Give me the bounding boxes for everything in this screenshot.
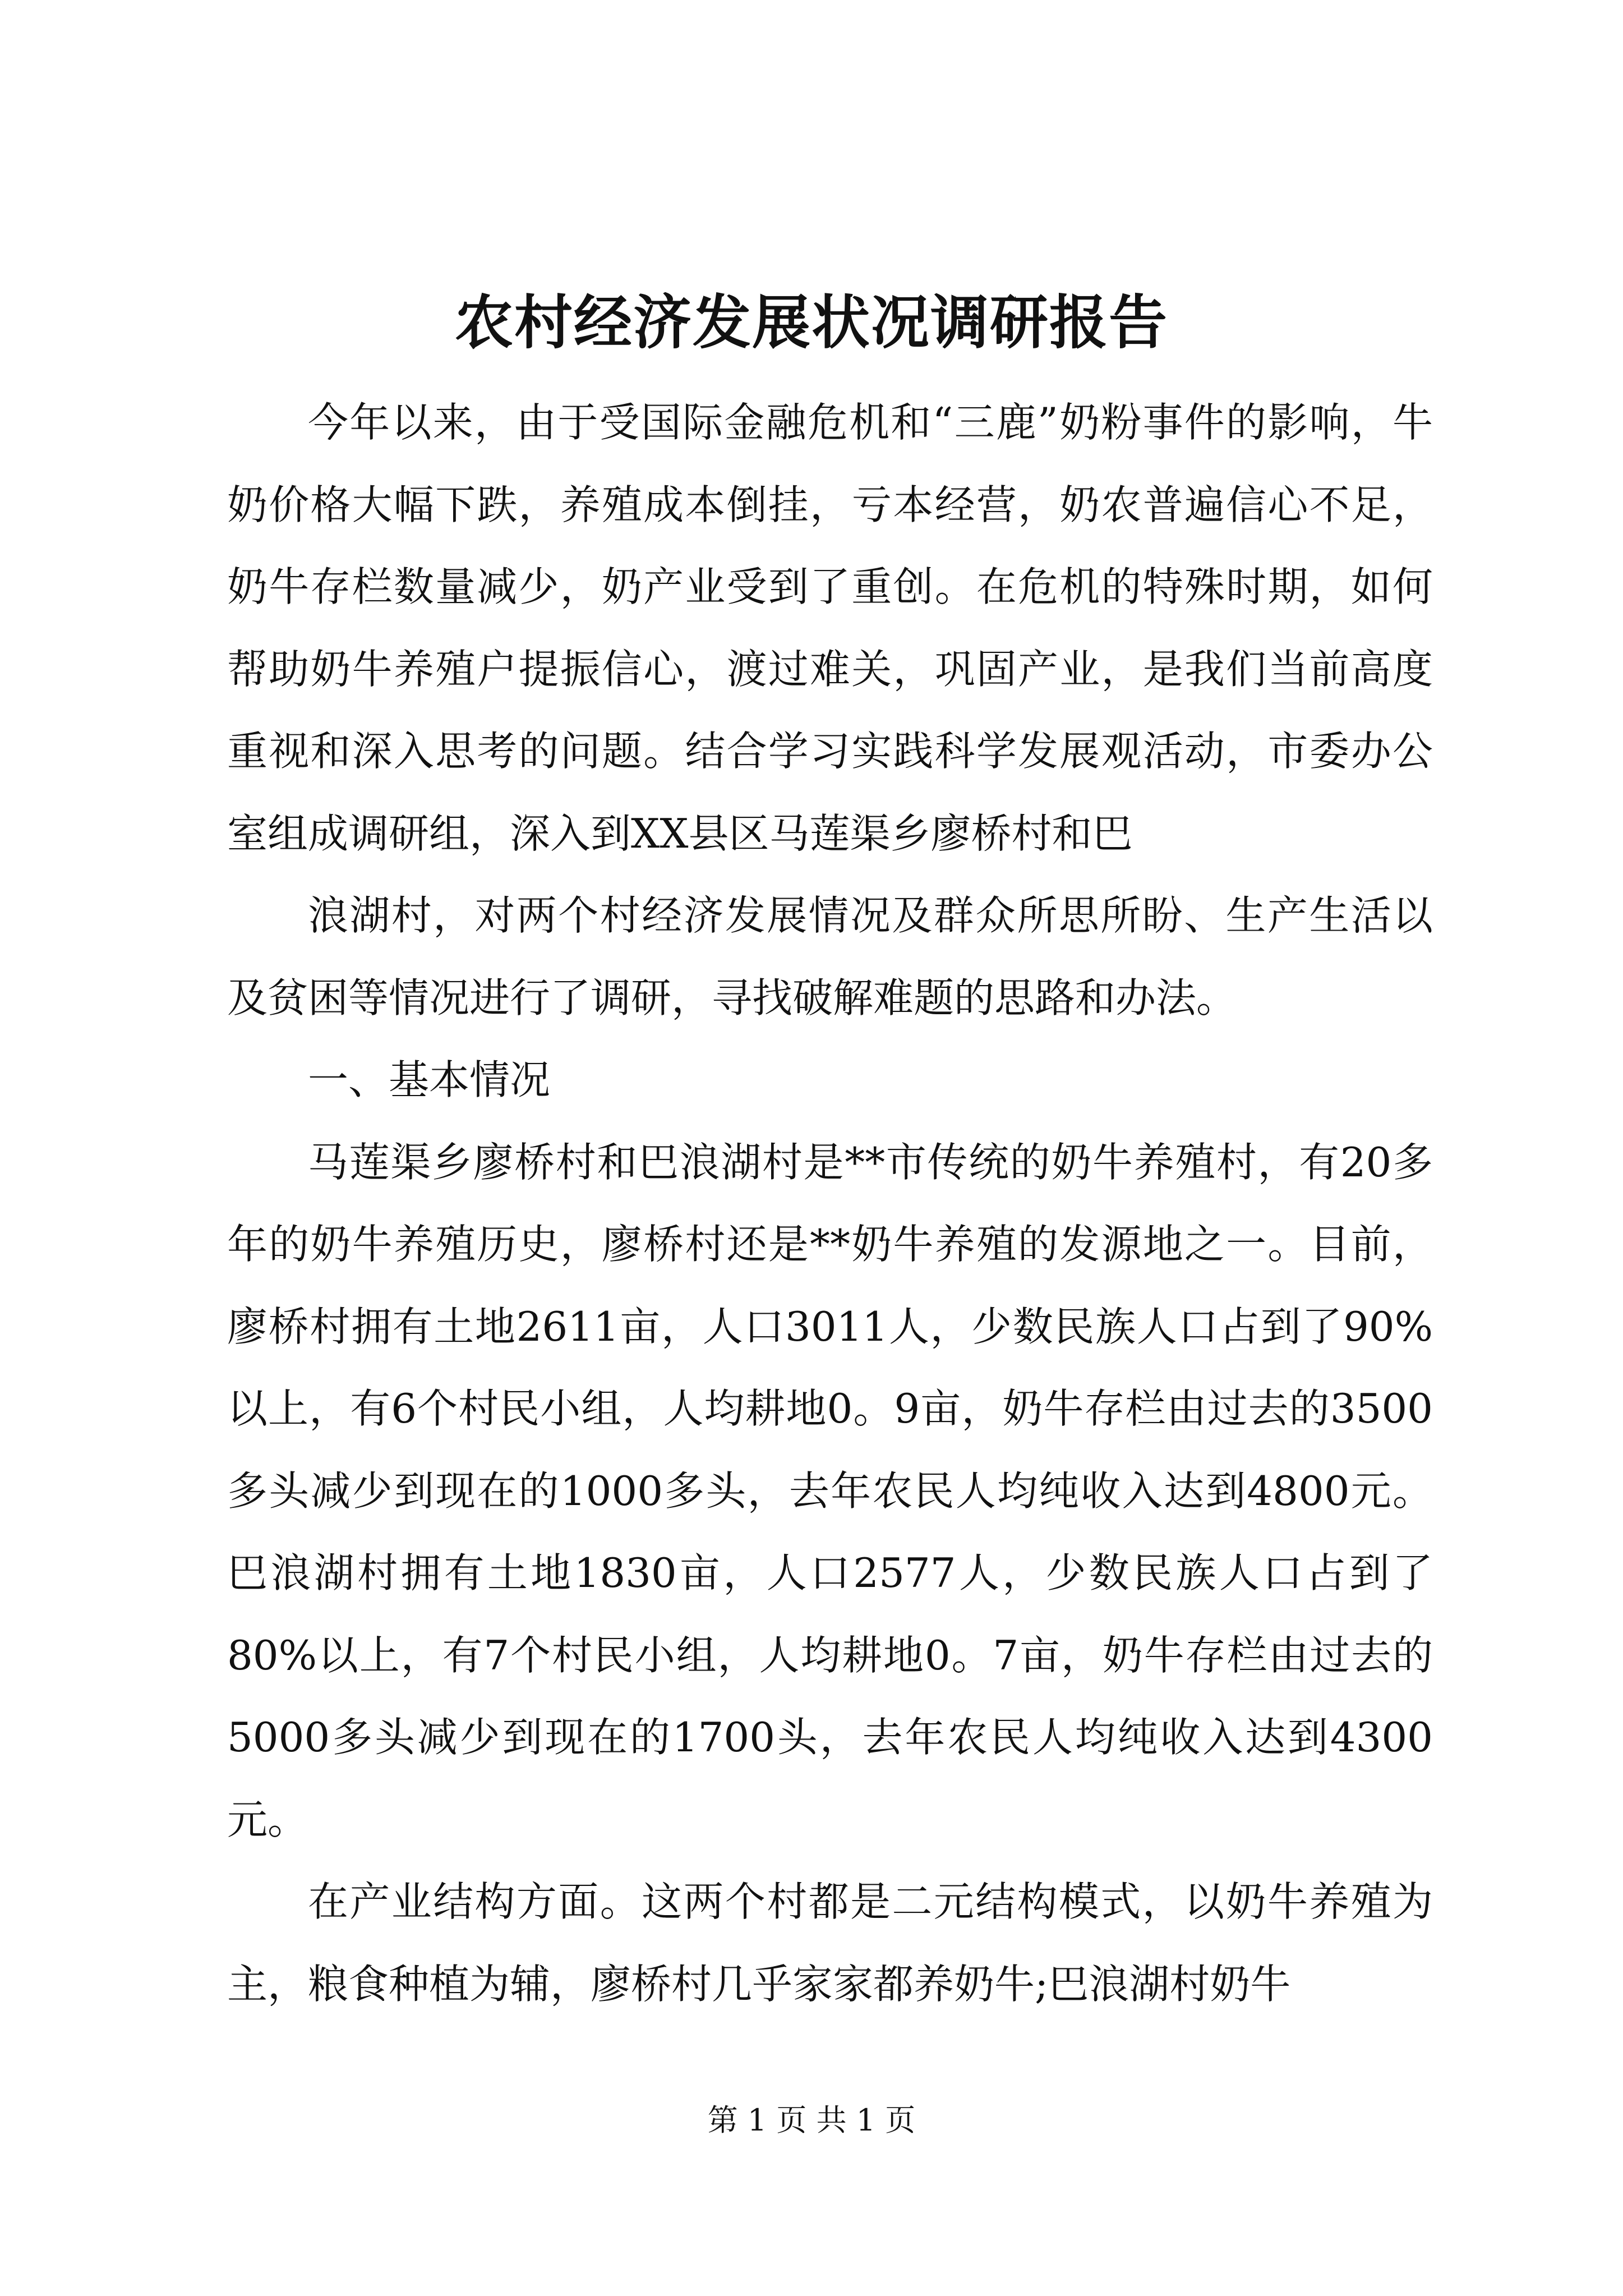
document-body (227, 381, 1433, 2025)
page-footer: 第 1 页 共 1 页 (707, 2102, 916, 2138)
section-heading-basic-situation: 一、基本情况 (308, 1056, 551, 1103)
document-title: 农村经济发展状况调研报告 (454, 288, 1168, 357)
paragraph-intro-continued: 浪湖村，对两个村经济发展情况及群众所思所盼、生产生活以及贫困等情况进行了调研，寻找破解难题的思路和办法。 (227, 892, 1433, 1022)
paragraph-intro: 今年以来，由于受国际金融危机和“三鹿”奶粉事件的影响，牛奶价格大幅下跌，养殖成本倒挂，亏本经营，奶农普遍信心不足，奶牛存栏数量减少，奶产业受到了重创。在危机的特殊时期，如何帮助奶牛养殖户提振信心，渡过难关，巩固产业，是我们当前高度重视和深入思考的问题。结合学习实践科学发展观活动，市委办公室组成调研组，深入到XX县区马莲渠乡廖桥村和巴 (227, 399, 1433, 857)
paragraph-basic-situation: 马莲渠乡廖桥村和巴浪湖村是**市传统的奶牛养殖村，有20多年的奶牛养殖历史，廖桥村还是**奶牛养殖的发源地之一。目前，廖桥村拥有土地2611亩，人口3011人，少数民族人口占到了90%以上，有6个村民小组，人均耕地0。9亩，奶牛存栏由过去的3500多头减少到现在的1000多头，去年农民人均纯收入达到4800元。巴浪湖村拥有土地1830亩，人口2577人，少数民族人口占到了80%以上，有7个村民小组，人均耕地0。7亩，奶牛存栏由过去的5000多头减少到现在的1700头，去年农民人均纯收入达到4300元。 (227, 1138, 1433, 1843)
paragraph-industry-structure: 在产业结构方面。这两个村都是二元结构模式，以奶牛养殖为主，粮食种植为辅，廖桥村几乎家家都养奶牛;巴浪湖村奶牛 (227, 1878, 1433, 2008)
